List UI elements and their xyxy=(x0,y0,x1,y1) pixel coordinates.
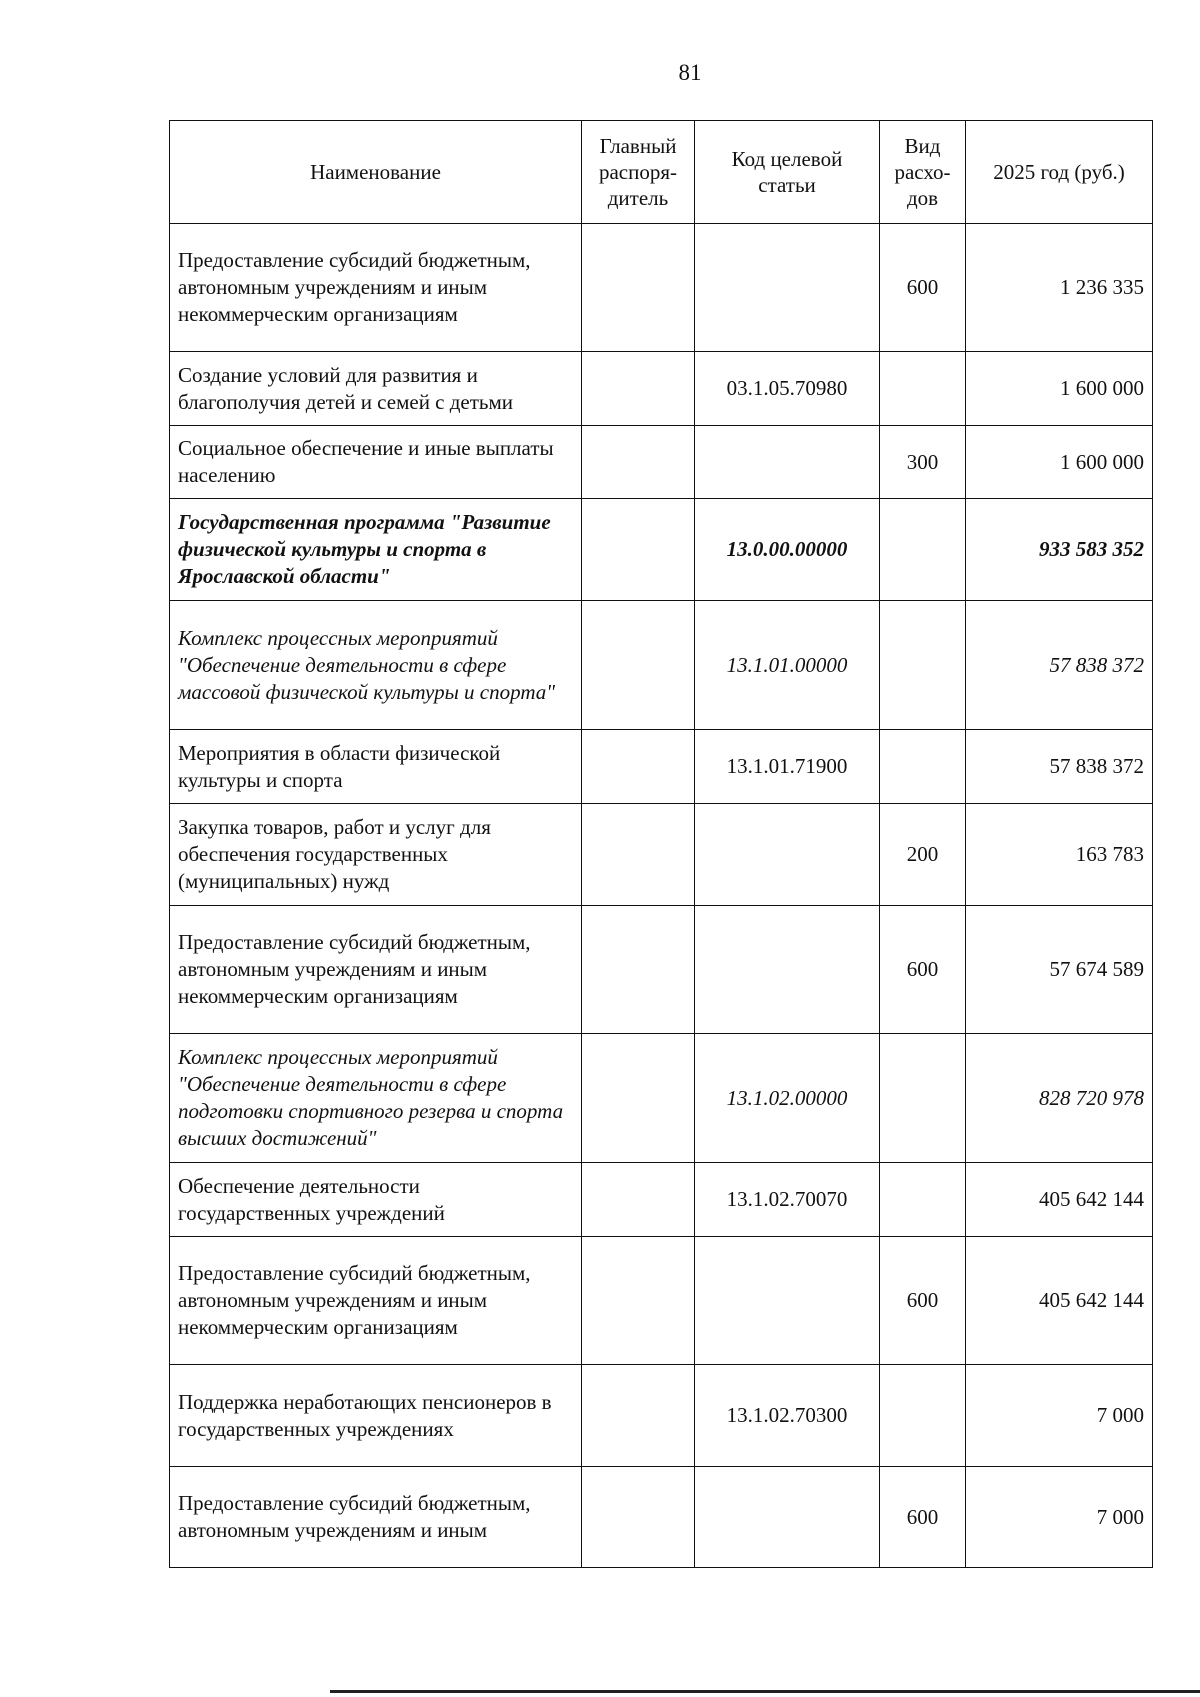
row-type xyxy=(880,499,966,601)
table-row xyxy=(170,499,1153,601)
table-header-row xyxy=(170,121,1153,224)
row-amount: 7 000 xyxy=(966,1365,1153,1467)
header-manager: Главный распоря-дитель xyxy=(582,121,695,224)
row-code: 13.1.02.70300 xyxy=(695,1365,880,1467)
row-amount: 1 600 000 xyxy=(966,426,1153,499)
row-amount: 405 642 144 xyxy=(966,1163,1153,1237)
row-name: Комплекс процессных мероприятий "Обеспечение деятельности в сфере массовой физической культуры и спорта" xyxy=(170,601,582,730)
row-amount: 163 783 xyxy=(966,804,1153,906)
row-name: Мероприятия в области физической культуры и спорта xyxy=(170,730,582,804)
row-name: Предоставление субсидий бюджетным, автономным учреждениям и иным некоммерческим организациям xyxy=(170,1237,582,1365)
row-amount: 57 838 372 xyxy=(966,601,1153,730)
row-manager xyxy=(582,1467,695,1568)
row-code xyxy=(695,906,880,1034)
row-amount: 57 674 589 xyxy=(966,906,1153,1034)
table-row xyxy=(170,352,1153,426)
row-code: 13.1.01.00000 xyxy=(695,601,880,730)
row-amount: 933 583 352 xyxy=(966,499,1153,601)
table-row xyxy=(170,1365,1153,1467)
row-manager xyxy=(582,1163,695,1237)
page-number: 81 xyxy=(678,60,702,85)
row-type: 600 xyxy=(880,906,966,1034)
row-manager xyxy=(582,224,695,352)
header-type: Вид расхо-дов xyxy=(880,121,966,224)
row-manager xyxy=(582,1237,695,1365)
table-row xyxy=(170,601,1153,730)
header-name: Наименование xyxy=(170,121,582,224)
row-amount: 828 720 978 xyxy=(966,1034,1153,1163)
row-type: 600 xyxy=(880,1467,966,1568)
row-type: 300 xyxy=(880,426,966,499)
row-type: 200 xyxy=(880,804,966,906)
budget-table xyxy=(169,120,1153,1568)
row-type: 600 xyxy=(880,1237,966,1365)
table-row xyxy=(170,426,1153,499)
row-name: Социальное обеспечение и иные выплаты населению xyxy=(170,426,582,499)
header-code: Код целевой статьи xyxy=(695,121,880,224)
row-manager xyxy=(582,906,695,1034)
row-code xyxy=(695,224,880,352)
row-amount: 1 600 000 xyxy=(966,352,1153,426)
row-code xyxy=(695,1237,880,1365)
row-name: Государственная программа "Развитие физической культуры и спорта в Ярославской области" xyxy=(170,499,582,601)
row-name: Поддержка неработающих пенсионеров в государственных учреждениях xyxy=(170,1365,582,1467)
row-code: 13.1.01.71900 xyxy=(695,730,880,804)
row-type xyxy=(880,730,966,804)
header-amount: 2025 год (руб.) xyxy=(966,121,1153,224)
row-code: 13.1.02.70070 xyxy=(695,1163,880,1237)
row-manager xyxy=(582,426,695,499)
row-code: 13.0.00.00000 xyxy=(695,499,880,601)
row-amount: 405 642 144 xyxy=(966,1237,1153,1365)
table-row xyxy=(170,1467,1153,1568)
row-manager xyxy=(582,499,695,601)
row-manager xyxy=(582,730,695,804)
row-type xyxy=(880,1163,966,1237)
table-row xyxy=(170,906,1153,1034)
row-manager xyxy=(582,804,695,906)
table-row xyxy=(170,804,1153,906)
row-amount: 1 236 335 xyxy=(966,224,1153,352)
row-manager xyxy=(582,1034,695,1163)
row-name: Закупка товаров, работ и услуг для обеспечения государственных (муниципальных) нужд xyxy=(170,804,582,906)
row-type: 600 xyxy=(880,224,966,352)
row-code: 13.1.02.00000 xyxy=(695,1034,880,1163)
row-code xyxy=(695,804,880,906)
table-row xyxy=(170,224,1153,352)
row-code: 03.1.05.70980 xyxy=(695,352,880,426)
row-name: Комплекс процессных мероприятий "Обеспечение деятельности в сфере подготовки спортивного резерва и спорта высших достижений" xyxy=(170,1034,582,1163)
table-row xyxy=(170,1237,1153,1365)
row-type xyxy=(880,1034,966,1163)
row-amount: 57 838 372 xyxy=(966,730,1153,804)
row-manager xyxy=(582,1365,695,1467)
table-body xyxy=(170,224,1153,1568)
table-row xyxy=(170,1163,1153,1237)
row-code xyxy=(695,1467,880,1568)
row-manager xyxy=(582,352,695,426)
row-name: Обеспечение деятельности государственных учреждений xyxy=(170,1163,582,1237)
row-name: Предоставление субсидий бюджетным, автономным учреждениям и иным некоммерческим организациям xyxy=(170,224,582,352)
row-name: Создание условий для развития и благополучия детей и семей с детьми xyxy=(170,352,582,426)
table-row xyxy=(170,1034,1153,1163)
row-manager xyxy=(582,601,695,730)
row-type xyxy=(880,1365,966,1467)
table-row xyxy=(170,730,1153,804)
row-amount: 7 000 xyxy=(966,1467,1153,1568)
row-type xyxy=(880,601,966,730)
row-name: Предоставление субсидий бюджетным, автономным учреждениям и иным xyxy=(170,1467,582,1568)
row-type xyxy=(880,352,966,426)
row-code xyxy=(695,426,880,499)
bottom-divider xyxy=(330,1690,1200,1693)
row-name: Предоставление субсидий бюджетным, автономным учреждениям и иным некоммерческим организациям xyxy=(170,906,582,1034)
